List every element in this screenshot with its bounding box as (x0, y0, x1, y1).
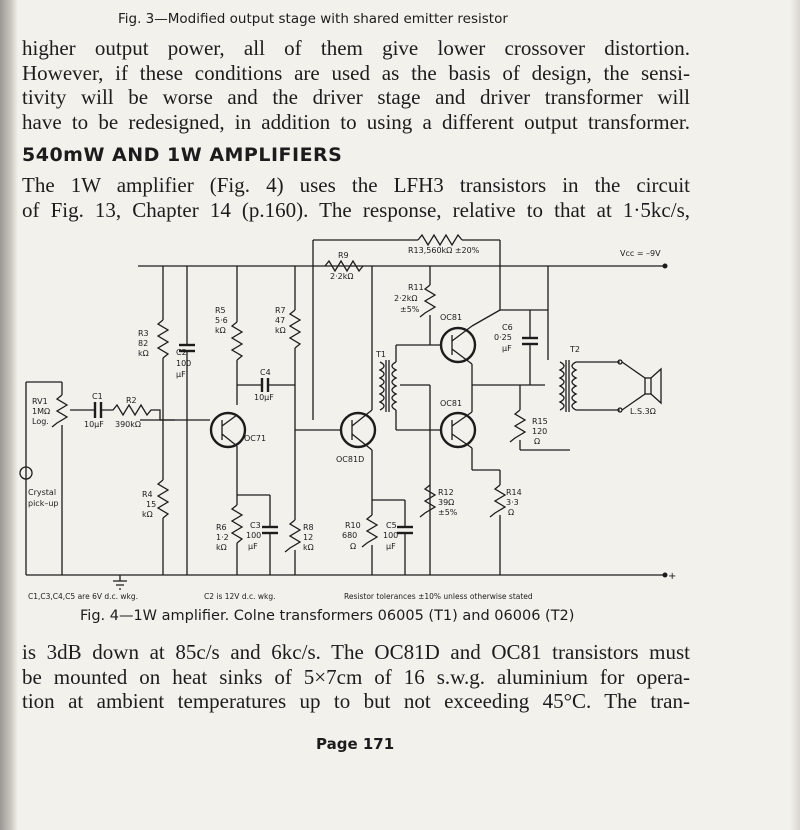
ground-symbol (113, 575, 127, 589)
label-t1: T1 (376, 350, 386, 359)
label-r4-val: 15 (146, 500, 157, 509)
label-r14: R14 (506, 488, 522, 497)
label-r9-val: 2·2kΩ (330, 272, 354, 281)
label-rv1: RV1 (32, 397, 48, 406)
label-r10-val: 680 (342, 531, 358, 540)
oc81-upper-transistor (441, 328, 475, 362)
paragraph-3 (22, 640, 690, 714)
paragraph-line: have to be redesigned, in addition to using a different output transformer. (22, 109, 690, 134)
label-r3-unit: kΩ (138, 349, 149, 358)
r12-resistor (420, 485, 435, 517)
label-r6-unit: kΩ (216, 543, 227, 552)
label-r7-unit: kΩ (275, 326, 286, 335)
r4-resistor (158, 480, 168, 518)
label-c6-unit: μF (502, 344, 512, 353)
label-r12-val: 39Ω (438, 498, 455, 507)
figure-4-caption: Fig. 4—1W amplifier. Colne transformers 06005 (T1) and 06006 (T2) (80, 608, 575, 624)
label-c2-val: 100 (176, 359, 192, 368)
label-pickup: pick–up (28, 499, 59, 508)
t2-primary (560, 362, 564, 410)
paragraph-line: be mounted on heat sinks of 5×7cm of 16 s.w.g. aluminium for opera- (22, 664, 690, 689)
label-r11: R11 (408, 283, 424, 292)
label-c5-val: 100 (383, 531, 399, 540)
label-r7-val: 47 (275, 316, 286, 325)
label-r10-unit: Ω (350, 542, 357, 551)
label-rv1-log: Log. (32, 417, 49, 426)
label-r8-val: 12 (303, 533, 314, 542)
label-rv1-val: 1MΩ (32, 407, 51, 416)
label-r9: R9 (338, 251, 349, 260)
label-r8: R8 (303, 523, 314, 532)
r10-resistor (362, 515, 377, 547)
label-r5-val: 5·6 (215, 316, 228, 325)
paragraph-line: of Fig. 13, Chapter 14 (p.160). The response, relative to that at 1·5kc/s, (22, 197, 690, 222)
label-positive-terminal: + (668, 571, 677, 582)
label-r3: R3 (138, 329, 149, 338)
r2-resistor (101, 405, 175, 420)
t1-primary (380, 362, 384, 410)
label-c6-val: 0·25 (494, 333, 512, 342)
section-heading: 540mW AND 1W AMPLIFIERS (22, 144, 343, 166)
label-r15-unit: Ω (534, 437, 541, 446)
label-c1: C1 (92, 392, 103, 401)
label-c3: C3 (250, 521, 261, 530)
label-c3-val: 100 (246, 531, 262, 540)
oc71-transistor (211, 413, 245, 447)
figure-3-caption: Fig. 3—Modified output stage with shared emitter resistor (118, 11, 508, 27)
r3-resistor (158, 320, 168, 358)
label-r5: R5 (215, 306, 226, 315)
label-c4-val: 10μF (254, 393, 274, 402)
label-oc81d: OC81D (336, 455, 365, 464)
label-r11-val: 2·2kΩ (394, 294, 418, 303)
label-oc81-lower: OC81 (440, 399, 463, 408)
label-r10: R10 (345, 521, 361, 530)
r6-resistor (232, 505, 242, 543)
label-r13: R13,560kΩ ±20% (408, 246, 480, 255)
label-c3-unit: μF (248, 542, 258, 551)
label-c6: C6 (502, 323, 513, 332)
label-r6-val: 1·2 (216, 533, 229, 542)
paragraph-line: tivity will be worse and the driver stage and driver transformer will (22, 85, 690, 109)
oc81d-transistor (341, 413, 375, 447)
label-r14-val: 3·3 (506, 498, 519, 507)
label-c2-unit: μF (176, 370, 186, 379)
paragraph-line: higher output power, all of them give lower crossover distortion. (22, 36, 690, 60)
terminal-dot (663, 573, 668, 578)
t1-secondary (392, 362, 396, 410)
label-oc81-upper: OC81 (440, 313, 463, 322)
label-vcc: Vcc = –9V (620, 249, 661, 258)
paragraph-line: is 3dB down at 85c/s and 6kc/s. The OC81D and OC81 transistors must (22, 640, 690, 664)
paragraph-line: tion at ambient temperatures up to but not exceeding 45°C. The tran- (22, 689, 690, 713)
label-r14-unit: Ω (508, 508, 515, 517)
paragraph-line: However, if these conditions are used as the basis of design, the sensi- (22, 60, 690, 85)
label-c5: C5 (386, 521, 397, 530)
schematic-note-tolerances: Resistor tolerances ±10% unless otherwise stated (344, 592, 533, 601)
t2-secondary (572, 362, 576, 410)
label-oc71: OC71 (244, 434, 267, 443)
terminal-dot (663, 264, 668, 269)
loudspeaker-symbol (645, 378, 651, 394)
label-r6: R6 (216, 523, 227, 532)
label-crystal: Crystal (28, 488, 57, 497)
label-loudspeaker: L.S.3Ω (630, 407, 656, 416)
r7-resistor (290, 310, 300, 348)
label-r8-unit: kΩ (303, 543, 314, 552)
oc81-lower-transistor (441, 413, 475, 447)
label-r15-val: 120 (532, 427, 548, 436)
label-c2: C2 (176, 348, 187, 357)
page-number: Page 171 (316, 735, 395, 753)
label-r2-val: 390kΩ (115, 420, 142, 429)
r5-resistor (232, 322, 242, 360)
schematic-note-c2: C2 is 12V d.c. wkg. (204, 592, 276, 601)
label-r15: R15 (532, 417, 548, 426)
schematic-note-capacitors: C1,C3,C4,C5 are 6V d.c. wkg. (28, 592, 139, 601)
r15-resistor (510, 410, 525, 442)
label-r12-tol: ±5% (438, 508, 458, 517)
label-c1-val: 10μF (84, 420, 104, 429)
r13-resistor (418, 235, 462, 245)
label-c4: C4 (260, 368, 271, 377)
label-r5-unit: kΩ (215, 326, 226, 335)
r8-resistor (285, 520, 300, 552)
label-r12: R12 (438, 488, 454, 497)
label-t2: T2 (570, 345, 580, 354)
label-r4-unit: kΩ (142, 510, 153, 519)
label-r11-tol: ±5% (400, 305, 420, 314)
r14-resistor (490, 485, 505, 517)
paragraph-line: The 1W amplifier (Fig. 4) uses the LFH3 transistors in the circuit (22, 173, 690, 197)
label-r4: R4 (142, 490, 153, 499)
label-c5-unit: μF (386, 542, 396, 551)
rv1-potentiometer (52, 395, 67, 427)
label-r2: R2 (126, 396, 137, 405)
label-r7: R7 (275, 306, 286, 315)
label-r3-val: 82 (138, 339, 149, 348)
